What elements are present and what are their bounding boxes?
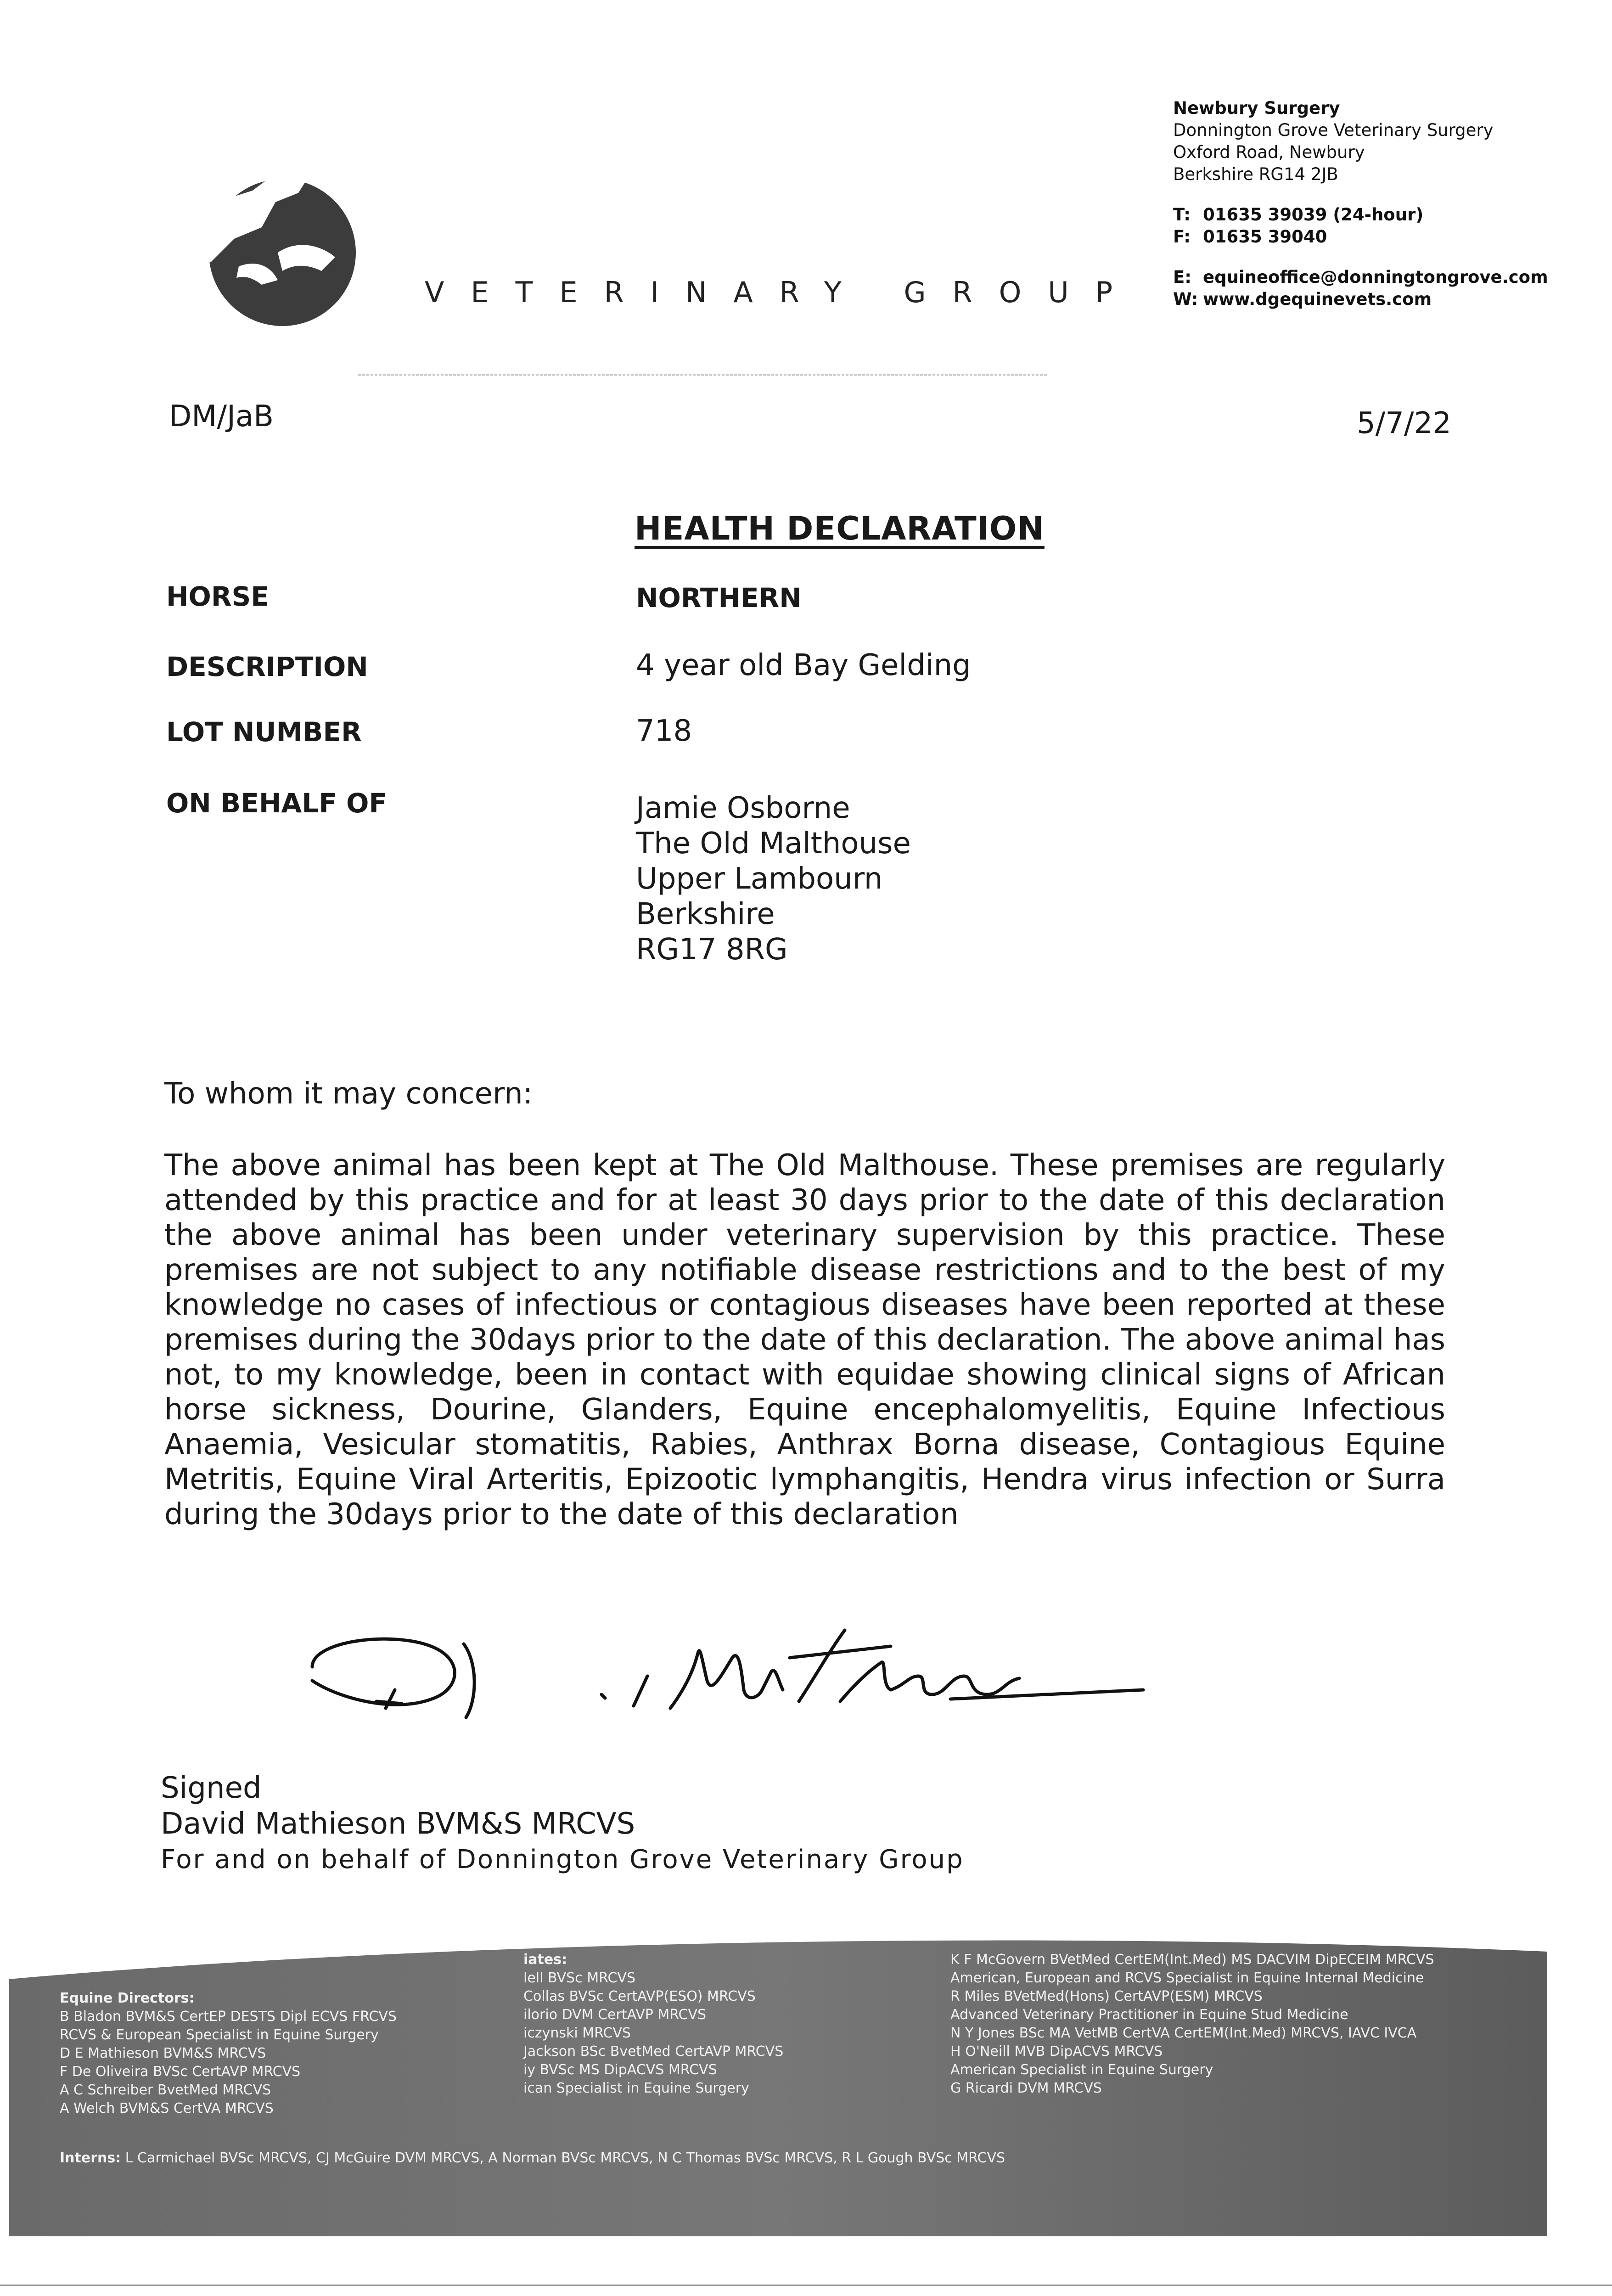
salutation: To whom it may concern: <box>164 1077 533 1111</box>
page-title: HEALTH DECLARATION <box>635 510 1045 547</box>
specialist-entry: American, European and RCVS Specialist in Equine Internal Medicine <box>950 1970 1424 1986</box>
email-link[interactable]: equineoffice@donningtongrove.com <box>1203 267 1548 287</box>
practice-address <box>1173 97 1548 310</box>
sign-off <box>161 1770 964 1878</box>
director-entry: D E Mathieson BVM&S MRCVS <box>60 2045 266 2061</box>
email-label: E: <box>1173 267 1192 287</box>
director-entry: B Bladon BVM&S CertEP DESTS Dipl ECVS FRCVS <box>60 2009 397 2025</box>
signed-text: Signed <box>161 1771 262 1805</box>
handwritten-signature <box>285 1621 1203 1768</box>
specialist-entry: N Y Jones BSc MA VetMB CertVA CertEM(Int.Med) MRCVS, IAVC IVCA <box>950 2025 1417 2041</box>
horse-logo-icon <box>184 147 367 331</box>
directors-list <box>60 1989 397 2118</box>
specialist-entry: R Miles BVetMed(Hons) CertAVP(ESM) MRCVS <box>950 1988 1263 2004</box>
signatory-organisation: For and on behalf of Donnington Grove Veterinary Group <box>161 1845 964 1874</box>
brand-text: VETERINARY GROUP <box>425 276 1140 309</box>
description-value: 4 year old Bay Gelding <box>636 648 971 682</box>
surgery-name: Newbury Surgery <box>1173 98 1340 118</box>
declaration-body: The above animal has been kept at The Old Malthouse. These premises are regularly attended by this practice and for at least 30 days prior to the date of this declaration the above animal has been under veterinary supervision by this practice. These premises are not subject to any notifiable disease restrictions and to the best of my knowledge no cases of infectious or contagious diseases have been reported at these premises during the 30days prior to the date of this declaration. The above animal has not, to my knowledge, been in contact with equidae showing clinical signs of African horse sickness, Dourine, Glanders, Equine encephalomyelitis, Equine Infectious Anaemia, Vesicular stomatitis, Rabies, Anthrax Borna disease, Contagious Equine Metritis, Equine Viral Arteritis, Epizootic lymphangitis, Hendra virus infection or Surra during the 30days prior to the date of this declaration <box>164 1148 1445 1531</box>
email-row <box>1173 266 1548 288</box>
specialists-list <box>950 1951 1434 2098</box>
behalf-line: RG17 8RG <box>636 933 788 967</box>
associate-entry: lell BVSc MRCVS <box>523 1970 635 1986</box>
specialist-entry: American Specialist in Equine Surgery <box>950 2062 1213 2078</box>
associate-entry: Collas BVSc CertAVP(ESO) MRCVS <box>523 1988 756 2004</box>
phone-label: T: <box>1173 205 1191 225</box>
address-line: Berkshire RG14 2JB <box>1173 164 1338 184</box>
interns-names: L Carmichael BVSc MRCVS, CJ McGuire DVM MRCVS, A Norman BVSc MRCVS, N C Thomas BVSc MRCVS, R L Gough BVSc MRCVS <box>125 2150 1005 2166</box>
website-link[interactable]: www.dgequinevets.com <box>1203 289 1432 309</box>
letter-date: 5/7/22 <box>1357 406 1451 440</box>
page-bottom-rule <box>0 2285 1612 2286</box>
behalf-line: Berkshire <box>636 897 775 931</box>
fax-number: 01635 39040 <box>1203 227 1327 247</box>
interns-label: Interns: <box>60 2150 121 2166</box>
on-behalf-label: ON BEHALF OF <box>166 788 387 819</box>
specialist-entry: G Ricardi DVM MRCVS <box>950 2080 1102 2096</box>
phone-row <box>1173 204 1548 226</box>
specialist-entry: H O'Neill MVB DipACVS MRCVS <box>950 2043 1163 2060</box>
associates-list <box>523 1951 783 2098</box>
web-label: W: <box>1173 289 1198 309</box>
director-entry: F De Oliveira BVSc CertAVP MRCVS <box>60 2064 301 2080</box>
description-label: DESCRIPTION <box>166 651 368 682</box>
interns-list <box>60 2149 1005 2167</box>
specialist-entry: K F McGovern BVetMed CertEM(Int.Med) MS DACVIM DipECEIM MRCVS <box>950 1952 1434 1968</box>
horse-value: NORTHERN <box>636 582 802 613</box>
director-entry: A Welch BVM&S CertVA MRCVS <box>60 2100 274 2116</box>
web-row <box>1173 288 1548 310</box>
staff-footer <box>9 1924 1547 2236</box>
associate-entry: ilorio DVM CertAVP MRCVS <box>523 2007 707 2023</box>
associate-entry: iy BVSc MS DipACVS MRCVS <box>523 2062 717 2078</box>
associate-entry: iczynski MRCVS <box>523 2025 631 2041</box>
director-entry: RCVS & European Specialist in Equine Surgery <box>60 2027 379 2043</box>
reference-code: DM/JaB <box>169 400 274 433</box>
associate-entry: ican Specialist in Equine Surgery <box>523 2080 749 2096</box>
behalf-line: Upper Lambourn <box>636 862 883 896</box>
address-line: Oxford Road, Newbury <box>1173 142 1365 162</box>
lot-number-value: 718 <box>636 714 692 748</box>
fax-label: F: <box>1173 227 1191 247</box>
address-line: Donnington Grove Veterinary Surgery <box>1173 120 1494 140</box>
directors-title: Equine Directors: <box>60 1990 195 2006</box>
director-entry: A C Schreiber BvetMed MRCVS <box>60 2082 271 2098</box>
phone-number[interactable]: 01635 39039 (24-hour) <box>1203 205 1424 225</box>
horse-label: HORSE <box>166 581 269 612</box>
specialist-entry: Advanced Veterinary Practitioner in Equine Stud Medicine <box>950 2007 1348 2023</box>
header-divider <box>358 374 1047 376</box>
associates-title: iates: <box>523 1952 567 1968</box>
lot-number-label: LOT NUMBER <box>166 716 362 748</box>
on-behalf-address <box>636 791 911 968</box>
signatory-name: David Mathieson BVM&S MRCVS <box>161 1807 635 1841</box>
behalf-line: The Old Malthouse <box>636 827 911 861</box>
behalf-line: Jamie Osborne <box>636 791 850 825</box>
associate-entry: Jackson BSc BvetMed CertAVP MRCVS <box>523 2043 784 2060</box>
fax-row <box>1173 226 1548 248</box>
